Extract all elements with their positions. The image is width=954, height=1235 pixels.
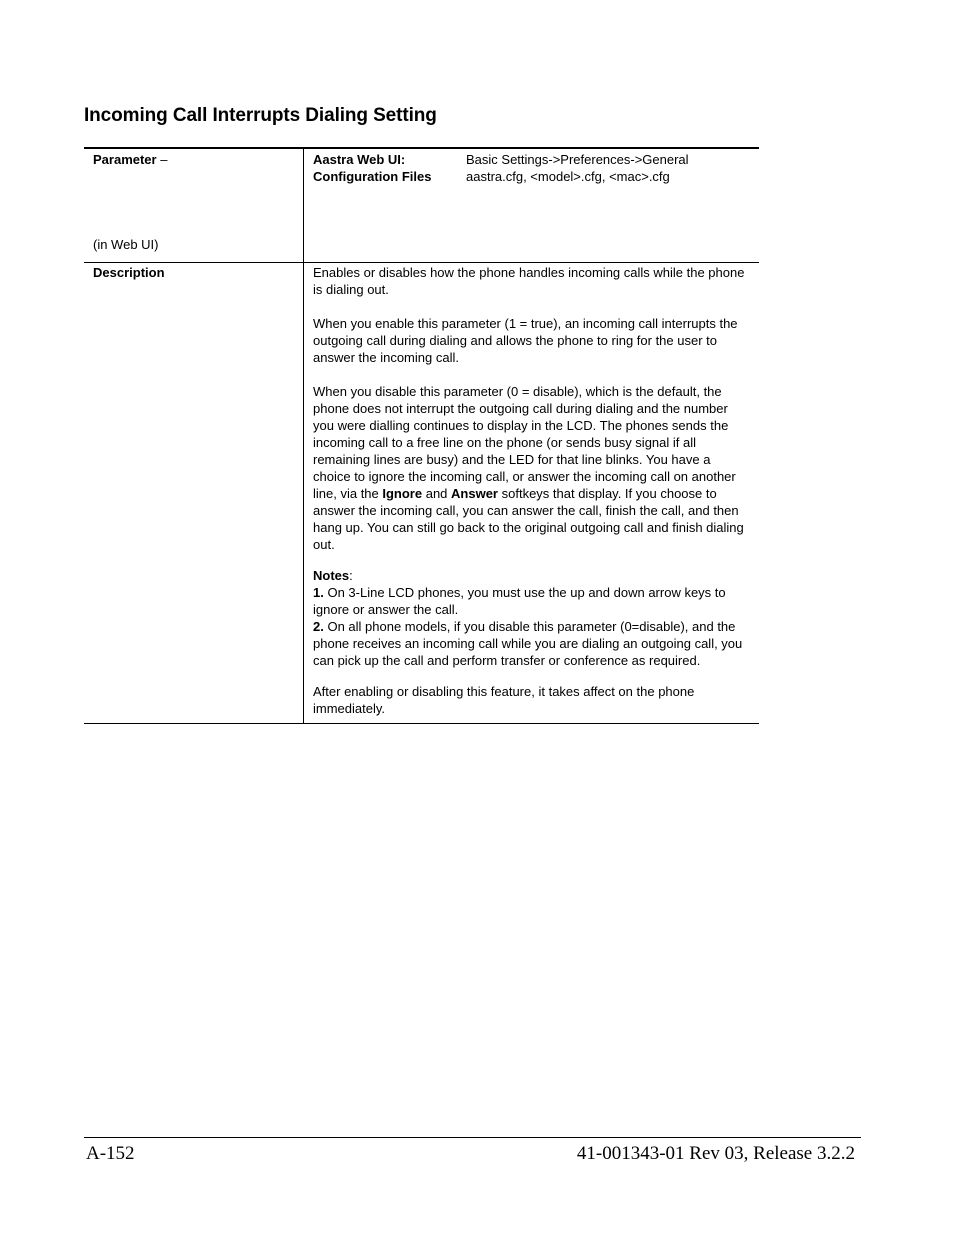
web-ui-key: Aastra Web UI: [313, 152, 406, 167]
disable-text-a: When you disable this parameter (0 = disable), which is the default, the phone does not interrupt the outgoing call during dialing and the number you were dialling continues to display in the LCD. The phones sends the incoming call to a free line on the phone (or sends busy signal if all remaining lines are busy) and the LED for that line blinks. You have a choice to ignore the incoming call, or answer the incoming call on another line, via the [313, 384, 736, 501]
disable-text-b: softkeys that display. If you choose to answer the incoming call, you can answer the call, finish the call, and then hang up. You can still go back to the original outgoing call and finish dialing out. [313, 486, 744, 552]
footer-divider [84, 1137, 861, 1138]
parameter-table [84, 147, 759, 724]
parameter-label-suffix: – [156, 152, 168, 167]
description-label: Description [84, 263, 304, 724]
config-files [313, 168, 750, 185]
description-paragraph-enable: When you enable this parameter (1 = true), an incoming call interrupts the outgoing call during dialing and allows the phone to ring for the user to answer the incoming call. [313, 316, 738, 365]
description-text-cell [304, 263, 760, 724]
parameter-value-cell [304, 148, 760, 263]
description-paragraph-final: After enabling or disabling this feature, it takes affect on the phone immediately. [313, 684, 695, 716]
parameter-sub-label: (in Web UI) [93, 237, 159, 252]
note-2-text: On all phone models, if you disable this parameter (0=disable), and the phone receives an incoming call while you are dialing an outgoing call, you can pick up the call and perform transfer or conference as required. [313, 619, 743, 668]
notes-colon: : [349, 568, 353, 583]
description-paragraph-disable [313, 383, 750, 553]
answer-softkey-label: Answer [451, 486, 498, 501]
section-title: Incoming Call Interrupts Dialing Setting [84, 105, 437, 126]
config-files-value: aastra.cfg, <model>.cfg, <mac>.cfg [466, 169, 670, 184]
config-files-key: Configuration Files [313, 169, 432, 184]
description-paragraph: Enables or disables how the phone handles incoming calls while the phone is dialing out. [313, 265, 745, 297]
disable-text-and: and [422, 486, 452, 501]
note-2-number: 2. [313, 619, 324, 634]
parameter-label-cell [84, 148, 304, 263]
web-ui-value: Basic Settings->Preferences->General [466, 152, 689, 167]
parameter-label: Parameter [93, 152, 157, 167]
notes-block [313, 567, 750, 669]
web-ui-path [313, 151, 750, 168]
parameter-row [84, 148, 759, 263]
footer-page-number: A-152 [86, 1143, 135, 1164]
footer-doc-id: 41-001343-01 Rev 03, Release 3.2.2 [576, 1143, 855, 1164]
note-1-text: On 3-Line LCD phones, you must use the up and down arrow keys to ignore or answer the call. [313, 585, 726, 617]
ignore-softkey-label: Ignore [382, 486, 423, 501]
description-row [84, 263, 759, 724]
notes-label: Notes [313, 568, 350, 583]
note-1-number: 1. [313, 585, 324, 600]
